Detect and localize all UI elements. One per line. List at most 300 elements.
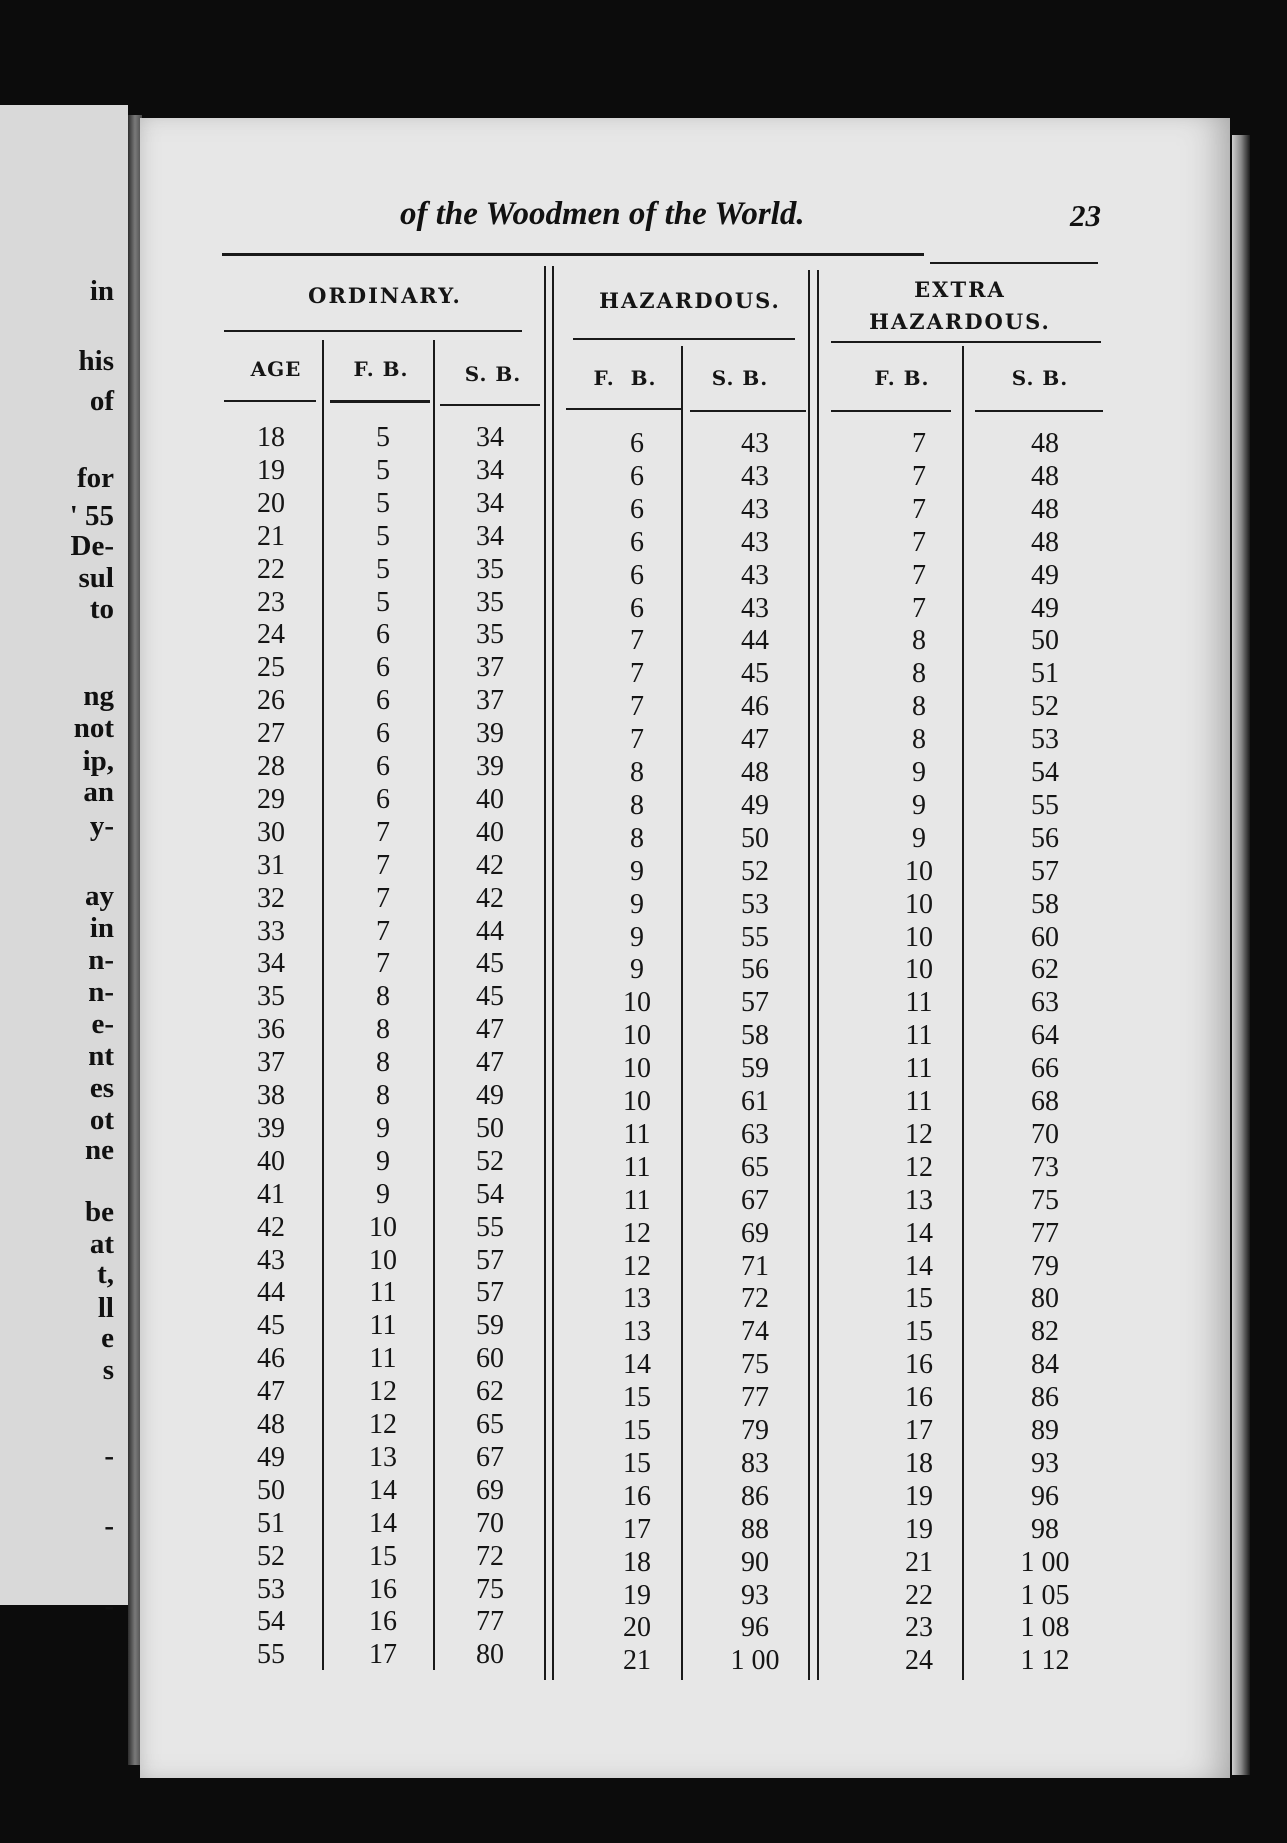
col-rule-hazardous-fb <box>566 408 682 410</box>
cell-extra-sb: 51 <box>1031 658 1059 690</box>
cell-hazardous-sb: 71 <box>741 1250 769 1282</box>
cell-ordinary-fb: 5 <box>376 422 390 453</box>
cell-extra-sb: 80 <box>1031 1283 1059 1315</box>
cell-extra-fb: 7 <box>912 428 926 459</box>
left-page-text-fragment: e- <box>91 1008 114 1040</box>
cell-extra-sb: 57 <box>1031 855 1059 887</box>
cell-hazardous-fb: 12 <box>623 1217 651 1249</box>
cell-extra-sb: 75 <box>1031 1184 1059 1216</box>
cell-hazardous-sb: 43 <box>741 460 769 492</box>
cell-ordinary-sb: 52 <box>476 1145 504 1177</box>
cell-ordinary-fb: 7 <box>376 948 390 980</box>
cell-age: 26 <box>257 685 285 717</box>
page-edge <box>1232 135 1250 1775</box>
cell-hazardous-sb: 77 <box>741 1382 769 1414</box>
cell-extra-sb: 70 <box>1031 1118 1059 1150</box>
cell-extra-fb: 11 <box>905 1053 933 1085</box>
cell-ordinary-sb: 35 <box>476 586 504 618</box>
cell-age: 25 <box>257 652 285 684</box>
cell-extra-sb: 98 <box>1031 1513 1059 1545</box>
cell-age: 44 <box>257 1277 285 1309</box>
cell-ordinary-fb: 14 <box>369 1507 397 1539</box>
cell-ordinary-sb: 57 <box>476 1244 504 1276</box>
cell-hazardous-sb: 67 <box>741 1184 769 1216</box>
cell-hazardous-fb: 7 <box>630 658 644 690</box>
cell-ordinary-sb: 39 <box>476 718 504 750</box>
cell-ordinary-sb: 45 <box>476 981 504 1013</box>
cell-age: 49 <box>257 1441 285 1473</box>
cell-hazardous-sb: 56 <box>741 954 769 986</box>
col-header-extra-fb: F. B. <box>874 366 930 390</box>
cell-ordinary-sb: 77 <box>476 1606 504 1638</box>
cell-extra-sb: 52 <box>1031 691 1059 723</box>
cell-hazardous-sb: 83 <box>741 1447 769 1479</box>
cell-ordinary-fb: 10 <box>369 1211 397 1243</box>
cell-extra-sb: 53 <box>1031 724 1059 756</box>
cell-extra-fb: 15 <box>905 1283 933 1315</box>
cell-hazardous-fb: 7 <box>630 724 644 756</box>
cell-hazardous-fb: 10 <box>623 1053 651 1085</box>
left-page-text-fragment: to <box>89 593 114 625</box>
cell-extra-fb: 23 <box>905 1612 933 1644</box>
cell-extra-fb: 22 <box>905 1579 933 1611</box>
col-rule-ordinary-fb <box>330 400 430 403</box>
left-page-text-fragment: not <box>73 712 114 744</box>
cell-ordinary-sb: 80 <box>476 1639 504 1671</box>
cell-extra-sb: 49 <box>1031 559 1059 591</box>
cell-extra-fb: 9 <box>912 789 926 821</box>
cell-ordinary-fb: 6 <box>376 685 390 717</box>
cell-age: 40 <box>257 1145 285 1177</box>
cell-hazardous-fb: 21 <box>623 1645 651 1677</box>
cell-hazardous-fb: 14 <box>623 1349 651 1381</box>
cell-extra-sb: 66 <box>1031 1053 1059 1085</box>
cell-age: 43 <box>257 1244 285 1276</box>
cell-extra-sb: 86 <box>1031 1382 1059 1414</box>
cell-ordinary-fb: 9 <box>376 1178 390 1210</box>
cell-age: 39 <box>257 1112 285 1144</box>
cell-ordinary-sb: 65 <box>476 1409 504 1440</box>
cell-hazardous-sb: 72 <box>741 1283 769 1315</box>
divider-group-1a <box>544 266 546 1680</box>
cell-hazardous-fb: 11 <box>623 1118 651 1150</box>
cell-extra-fb: 7 <box>912 460 926 492</box>
cell-ordinary-sb: 40 <box>476 783 504 815</box>
cell-extra-sb: 73 <box>1031 1151 1059 1183</box>
cell-hazardous-fb: 9 <box>630 921 644 953</box>
cell-hazardous-sb: 45 <box>741 658 769 690</box>
left-page-text-fragment: be <box>85 1196 114 1228</box>
cell-ordinary-fb: 8 <box>376 981 390 1013</box>
left-page-text-fragment: at <box>89 1228 114 1260</box>
cell-age: 34 <box>257 948 285 980</box>
cell-extra-fb: 7 <box>912 493 926 525</box>
cell-hazardous-sb: 1 00 <box>730 1645 780 1677</box>
cell-extra-sb: 77 <box>1031 1217 1059 1249</box>
cell-hazardous-sb: 96 <box>741 1612 769 1644</box>
cell-hazardous-sb: 50 <box>741 822 769 854</box>
cell-age: 35 <box>257 981 285 1013</box>
cell-extra-fb: 11 <box>905 1086 933 1117</box>
cell-extra-fb: 12 <box>905 1151 933 1183</box>
divider-ordinary <box>433 340 435 1670</box>
cell-extra-sb: 1 08 <box>1020 1612 1070 1644</box>
cell-hazardous-sb: 63 <box>741 1118 769 1150</box>
running-head <box>260 196 1100 236</box>
cell-extra-sb: 89 <box>1031 1415 1059 1446</box>
cell-hazardous-sb: 53 <box>741 888 769 920</box>
col-rule-age <box>224 400 316 402</box>
cell-ordinary-sb: 39 <box>476 751 504 782</box>
left-page-text-fragment: y- <box>89 810 114 842</box>
cell-hazardous-sb: 52 <box>741 855 769 887</box>
group-hazardous: HAZARDOUS. <box>599 288 781 313</box>
cell-age: 33 <box>257 915 285 947</box>
cell-extra-fb: 8 <box>912 625 926 657</box>
cell-extra-fb: 8 <box>912 724 926 756</box>
cell-ordinary-fb: 7 <box>376 915 390 947</box>
cell-age: 30 <box>257 816 285 848</box>
cell-extra-fb: 11 <box>905 987 933 1019</box>
cell-hazardous-fb: 9 <box>630 855 644 887</box>
left-page-edge <box>0 105 128 1622</box>
cell-hazardous-sb: 65 <box>741 1151 769 1183</box>
cell-age: 18 <box>257 422 285 453</box>
cell-hazardous-fb: 8 <box>630 822 644 854</box>
col-header-extra-sb: S. B. <box>1011 366 1069 390</box>
cell-extra-sb: 1 00 <box>1020 1546 1070 1578</box>
cell-hazardous-fb: 8 <box>630 757 644 788</box>
left-page-text-fragment: ll <box>97 1292 114 1324</box>
col-header-age: AGE <box>250 357 302 381</box>
cell-ordinary-sb: 42 <box>476 849 504 881</box>
cell-extra-sb: 48 <box>1031 493 1059 525</box>
cell-extra-fb: 14 <box>905 1250 933 1282</box>
cell-extra-fb: 8 <box>912 691 926 723</box>
cell-ordinary-sb: 55 <box>476 1211 504 1243</box>
cell-age: 20 <box>257 487 285 519</box>
cell-age: 36 <box>257 1014 285 1046</box>
cell-hazardous-fb: 6 <box>630 460 644 492</box>
cell-hazardous-fb: 6 <box>630 428 644 459</box>
cell-hazardous-sb: 49 <box>741 789 769 821</box>
cell-extra-sb: 56 <box>1031 822 1059 854</box>
cell-ordinary-sb: 62 <box>476 1376 504 1408</box>
col-header-ordinary-sb: S. B. <box>464 362 522 386</box>
cell-ordinary-fb: 6 <box>376 652 390 684</box>
cell-age: 21 <box>257 520 285 552</box>
cell-extra-sb: 63 <box>1031 987 1059 1019</box>
left-page-text-fragment: t, <box>97 1258 114 1290</box>
left-page-text-fragment: for <box>76 462 114 494</box>
cell-extra-sb: 68 <box>1031 1086 1059 1117</box>
cell-hazardous-fb: 12 <box>623 1250 651 1282</box>
left-page-text-fragment: ay <box>85 880 114 912</box>
col-rule-extra-fb <box>831 410 951 412</box>
cell-hazardous-fb: 15 <box>623 1382 651 1414</box>
cell-age: 29 <box>257 783 285 815</box>
cell-hazardous-sb: 43 <box>741 493 769 525</box>
left-page-text-fragment: an <box>83 776 114 808</box>
cell-hazardous-fb: 9 <box>630 888 644 920</box>
cell-ordinary-fb: 14 <box>369 1474 397 1506</box>
cell-age: 32 <box>257 882 285 914</box>
cell-hazardous-fb: 10 <box>623 1020 651 1052</box>
cell-hazardous-sb: 74 <box>741 1316 769 1348</box>
cell-hazardous-fb: 6 <box>630 526 644 558</box>
cell-ordinary-fb: 6 <box>376 619 390 651</box>
cell-ordinary-fb: 6 <box>376 783 390 815</box>
cell-ordinary-fb: 17 <box>369 1639 397 1671</box>
cell-ordinary-sb: 44 <box>476 915 504 947</box>
cell-ordinary-fb: 7 <box>376 816 390 848</box>
cell-age: 51 <box>257 1507 285 1539</box>
cell-extra-fb: 10 <box>905 921 933 953</box>
cell-hazardous-fb: 15 <box>623 1415 651 1446</box>
cell-age: 50 <box>257 1474 285 1506</box>
left-page-text-fragment: in <box>89 275 114 307</box>
cell-hazardous-fb: 6 <box>630 592 644 624</box>
cell-extra-fb: 13 <box>905 1184 933 1216</box>
cell-hazardous-sb: 48 <box>741 757 769 788</box>
col-header-ordinary-fb: F. B. <box>353 357 409 381</box>
cell-ordinary-sb: 35 <box>476 619 504 651</box>
cell-ordinary-sb: 67 <box>476 1441 504 1473</box>
cell-extra-sb: 62 <box>1031 954 1059 986</box>
cell-hazardous-sb: 58 <box>741 1020 769 1052</box>
left-page-text-fragment: ' 55 <box>69 500 114 532</box>
cell-hazardous-fb: 6 <box>630 559 644 591</box>
cell-age: 28 <box>257 751 285 782</box>
cell-extra-fb: 17 <box>905 1415 933 1446</box>
running-title: of the Woodmen of the World. <box>400 196 805 232</box>
cell-hazardous-sb: 90 <box>741 1546 769 1578</box>
cell-ordinary-sb: 75 <box>476 1573 504 1605</box>
cell-ordinary-fb: 16 <box>369 1573 397 1605</box>
cell-extra-fb: 11 <box>905 1020 933 1052</box>
cell-age: 19 <box>257 454 285 486</box>
cell-extra-fb: 16 <box>905 1349 933 1381</box>
cell-extra-sb: 93 <box>1031 1447 1059 1479</box>
cell-extra-sb: 82 <box>1031 1316 1059 1348</box>
cell-hazardous-sb: 43 <box>741 428 769 459</box>
cell-age: 53 <box>257 1573 285 1605</box>
cell-age: 52 <box>257 1540 285 1572</box>
cell-extra-fb: 16 <box>905 1382 933 1414</box>
cell-extra-fb: 15 <box>905 1316 933 1348</box>
cell-ordinary-sb: 40 <box>476 816 504 848</box>
left-page-text-fragment: his <box>78 345 114 377</box>
cell-extra-sb: 50 <box>1031 625 1059 657</box>
group-rule-ordinary <box>224 330 522 332</box>
cell-age: 55 <box>257 1639 285 1671</box>
cell-hazardous-sb: 57 <box>741 987 769 1019</box>
left-page-text-fragment: - <box>104 1510 114 1542</box>
cell-extra-sb: 84 <box>1031 1349 1059 1381</box>
cell-ordinary-sb: 47 <box>476 1047 504 1079</box>
left-page-text-fragment: n- <box>88 976 114 1008</box>
cell-extra-fb: 7 <box>912 559 926 591</box>
cell-hazardous-sb: 79 <box>741 1415 769 1446</box>
cell-extra-fb: 10 <box>905 954 933 986</box>
cell-hazardous-fb: 8 <box>630 789 644 821</box>
cell-hazardous-fb: 16 <box>623 1480 651 1512</box>
cell-ordinary-sb: 34 <box>476 454 504 486</box>
cell-extra-fb: 21 <box>905 1546 933 1578</box>
left-page-text-fragment: in <box>89 912 114 944</box>
cell-extra-sb: 64 <box>1031 1020 1059 1052</box>
cell-age: 47 <box>257 1376 285 1408</box>
left-page-text-fragment: ot <box>89 1104 114 1136</box>
cell-extra-fb: 10 <box>905 855 933 887</box>
cell-hazardous-sb: 75 <box>741 1349 769 1381</box>
cell-extra-sb: 1 12 <box>1020 1645 1070 1677</box>
cell-ordinary-fb: 9 <box>376 1145 390 1177</box>
left-page-text-fragment: De- <box>70 530 114 562</box>
cell-ordinary-sb: 47 <box>476 1014 504 1046</box>
cell-age: 45 <box>257 1310 285 1342</box>
cell-ordinary-fb: 16 <box>369 1606 397 1638</box>
cell-ordinary-fb: 10 <box>369 1244 397 1276</box>
cell-extra-fb: 7 <box>912 592 926 624</box>
cell-ordinary-fb: 6 <box>376 718 390 750</box>
cell-age: 27 <box>257 718 285 750</box>
cell-hazardous-sb: 59 <box>741 1053 769 1085</box>
cell-hazardous-fb: 20 <box>623 1612 651 1644</box>
cell-ordinary-fb: 6 <box>376 751 390 782</box>
cell-ordinary-fb: 11 <box>369 1343 397 1375</box>
cell-ordinary-fb: 9 <box>376 1112 390 1144</box>
page-number: 23 <box>1070 198 1101 233</box>
cell-ordinary-fb: 12 <box>369 1376 397 1408</box>
group-rule-extra <box>831 341 1101 343</box>
cell-ordinary-sb: 45 <box>476 948 504 980</box>
cell-hazardous-fb: 11 <box>623 1151 651 1183</box>
cell-ordinary-fb: 13 <box>369 1441 397 1473</box>
cell-ordinary-fb: 5 <box>376 586 390 618</box>
left-page-text-fragment: - <box>104 1440 114 1472</box>
left-page-text-fragment: nt <box>88 1040 114 1072</box>
left-page-text-fragment: sul <box>78 562 114 594</box>
cell-extra-sb: 96 <box>1031 1480 1059 1512</box>
cell-extra-sb: 55 <box>1031 789 1059 821</box>
cell-hazardous-sb: 47 <box>741 724 769 756</box>
cell-ordinary-fb: 5 <box>376 520 390 552</box>
cell-extra-fb: 19 <box>905 1513 933 1545</box>
cell-age: 23 <box>257 586 285 618</box>
col-header-hazardous-fb: F. B. <box>593 366 657 390</box>
cell-hazardous-sb: 43 <box>741 559 769 591</box>
top-rule <box>222 253 924 256</box>
cell-ordinary-sb: 37 <box>476 685 504 717</box>
cell-hazardous-sb: 69 <box>741 1217 769 1249</box>
cell-hazardous-sb: 44 <box>741 625 769 657</box>
cell-hazardous-sb: 46 <box>741 691 769 723</box>
cell-ordinary-sb: 69 <box>476 1474 504 1506</box>
cell-ordinary-sb: 37 <box>476 652 504 684</box>
cell-hazardous-sb: 86 <box>741 1480 769 1512</box>
cell-ordinary-fb: 8 <box>376 1047 390 1079</box>
cell-ordinary-fb: 15 <box>369 1540 397 1572</box>
cell-ordinary-sb: 54 <box>476 1178 504 1210</box>
cell-ordinary-sb: 50 <box>476 1112 504 1144</box>
cell-age: 46 <box>257 1343 285 1375</box>
cell-hazardous-fb: 13 <box>623 1283 651 1315</box>
divider-group-1b <box>552 266 554 1680</box>
cell-extra-sb: 60 <box>1031 921 1059 953</box>
cell-extra-fb: 14 <box>905 1217 933 1249</box>
cell-age: 38 <box>257 1080 285 1111</box>
left-page-text-fragment: - <box>104 1590 114 1622</box>
cell-hazardous-fb: 11 <box>623 1184 651 1216</box>
cell-hazardous-fb: 19 <box>623 1579 651 1611</box>
cell-ordinary-fb: 11 <box>369 1310 397 1342</box>
col-rule-ordinary-sb <box>440 404 540 406</box>
cell-hazardous-sb: 43 <box>741 592 769 624</box>
divider-group-2b <box>817 270 819 1680</box>
cell-hazardous-fb: 13 <box>623 1316 651 1348</box>
cell-age: 42 <box>257 1211 285 1243</box>
cell-extra-fb: 9 <box>912 757 926 788</box>
cell-ordinary-fb: 8 <box>376 1080 390 1111</box>
group-extra-hazardous: EXTRA HAZARDOUS. <box>869 277 1051 334</box>
cell-age: 41 <box>257 1178 285 1210</box>
cell-age: 31 <box>257 849 285 881</box>
cell-extra-sb: 58 <box>1031 888 1059 920</box>
cell-hazardous-sb: 55 <box>741 921 769 953</box>
cell-extra-fb: 19 <box>905 1480 933 1512</box>
cell-hazardous-fb: 10 <box>623 1086 651 1117</box>
col-rule-hazardous-sb <box>690 410 806 412</box>
cell-ordinary-fb: 7 <box>376 882 390 914</box>
cell-hazardous-fb: 6 <box>630 493 644 525</box>
divider-group-2a <box>808 270 810 1680</box>
cell-extra-sb: 79 <box>1031 1250 1059 1282</box>
cell-extra-sb: 49 <box>1031 592 1059 624</box>
cell-hazardous-fb: 10 <box>623 987 651 1019</box>
cell-extra-fb: 24 <box>905 1645 933 1677</box>
cell-ordinary-sb: 59 <box>476 1310 504 1342</box>
cell-ordinary-sb: 49 <box>476 1080 504 1111</box>
cell-extra-fb: 9 <box>912 822 926 854</box>
left-page-text-fragment: es <box>89 1072 114 1104</box>
left-page-text-fragment: n- <box>88 944 114 976</box>
cell-extra-fb: 8 <box>912 658 926 690</box>
cell-hazardous-sb: 88 <box>741 1513 769 1545</box>
cell-extra-fb: 10 <box>905 888 933 920</box>
left-page-text-fragment: of <box>89 385 114 417</box>
cell-hazardous-fb: 17 <box>623 1513 651 1545</box>
cell-ordinary-sb: 57 <box>476 1277 504 1309</box>
cell-hazardous-fb: 15 <box>623 1447 651 1479</box>
cell-hazardous-sb: 93 <box>741 1579 769 1611</box>
cell-ordinary-fb: 5 <box>376 487 390 519</box>
cell-extra-sb: 1 05 <box>1020 1579 1070 1611</box>
left-page-text-fragment: e <box>101 1322 114 1354</box>
cell-extra-sb: 48 <box>1031 460 1059 492</box>
cell-hazardous-fb: 7 <box>630 625 644 657</box>
left-page-text-fragment: s <box>102 1354 114 1386</box>
group-ordinary: ORDINARY. <box>308 283 462 308</box>
cell-ordinary-fb: 11 <box>369 1277 397 1309</box>
cell-extra-fb: 7 <box>912 526 926 558</box>
cell-age: 24 <box>257 619 285 651</box>
cell-ordinary-sb: 34 <box>476 422 504 453</box>
cell-ordinary-sb: 35 <box>476 553 504 585</box>
cell-extra-fb: 12 <box>905 1118 933 1150</box>
cell-hazardous-sb: 43 <box>741 526 769 558</box>
cell-ordinary-sb: 72 <box>476 1540 504 1572</box>
